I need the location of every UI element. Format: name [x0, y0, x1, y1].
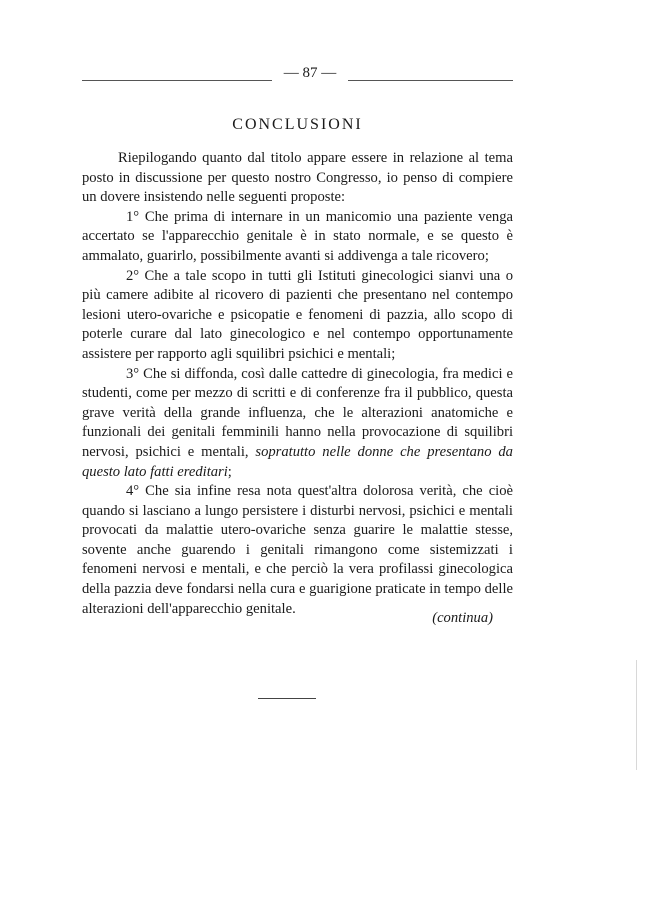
paragraph-proposal-4: 4° Che sia infine resa nota quest'altra dolorosa verità, che cioè quando si lasciano a lungo persistere i disturbi nervosi, psichici e mentali provocati da malattie utero-ovariche senza guarire le malattie stesse, sovente anche guarendo i genitali rimangono come sistemizzati i fenomeni nervosi e mentali, e che perciò la vera profilassi ginecologica della pazzia deve fondarsi nella cura e guarigione praticate in tempo delle alterazioni dell'apparecchio genitale. — [82, 483, 513, 617]
paragraph-proposal-2: 2° Che a tale scopo in tutti gli Istituti ginecologici sianvi una o più camere adibite al ricovero di pazienti che presentano nel contempo lesioni utero-ovariche e psicopatie e fenomeni di pazzia, allo scopo di poterle curare dal lato ginecologico e nel contempo opportunamente assistere per rapporto agli squilibri psichici e mentali; — [82, 267, 513, 362]
body-text — [82, 149, 513, 619]
header-rule-left — [82, 80, 272, 81]
proposal-3-italic-text: sopratutto nelle donne che presentano da questo lato fatti ereditari — [82, 443, 513, 480]
paragraph-proposal-3 — [82, 365, 513, 483]
continua-note: (continua) — [432, 610, 493, 626]
proposal-3-end: ; — [227, 463, 232, 480]
paragraph-proposal-1: 1° Che prima di internare in un manicomio una paziente venga accertato se l'apparecchio genitale è in stato normale, e se questo è ammalato, guarirlo, possibilmente avanti si addivenga a tale ricovero; — [82, 208, 513, 264]
section-title: CONCLUSIONI — [232, 116, 363, 133]
paragraph-intro: Riepilogando quanto dal titolo appare essere in relazione al tema posto in discussione per questo nostro Congresso, io penso di compiere un dovere insistendo nelle seguenti proposte: — [82, 150, 513, 206]
header-rule-right — [348, 80, 513, 81]
end-rule — [258, 698, 316, 699]
scan-edge-mark — [636, 660, 637, 770]
page-number: — 87 — — [283, 65, 337, 81]
proposal-3-text: 3° Che si diffonda, così dalle cattedre di ginecologia, fra medici e studenti, come per mezzo di scritti e di conferenze fra il pubblico, questa grave verità della grande influenza, che le alterazioni anatomiche e funzionali dei genitali femminili hanno nella provocazione di squilibri nervosi, psichici e mentali, — [82, 365, 513, 460]
